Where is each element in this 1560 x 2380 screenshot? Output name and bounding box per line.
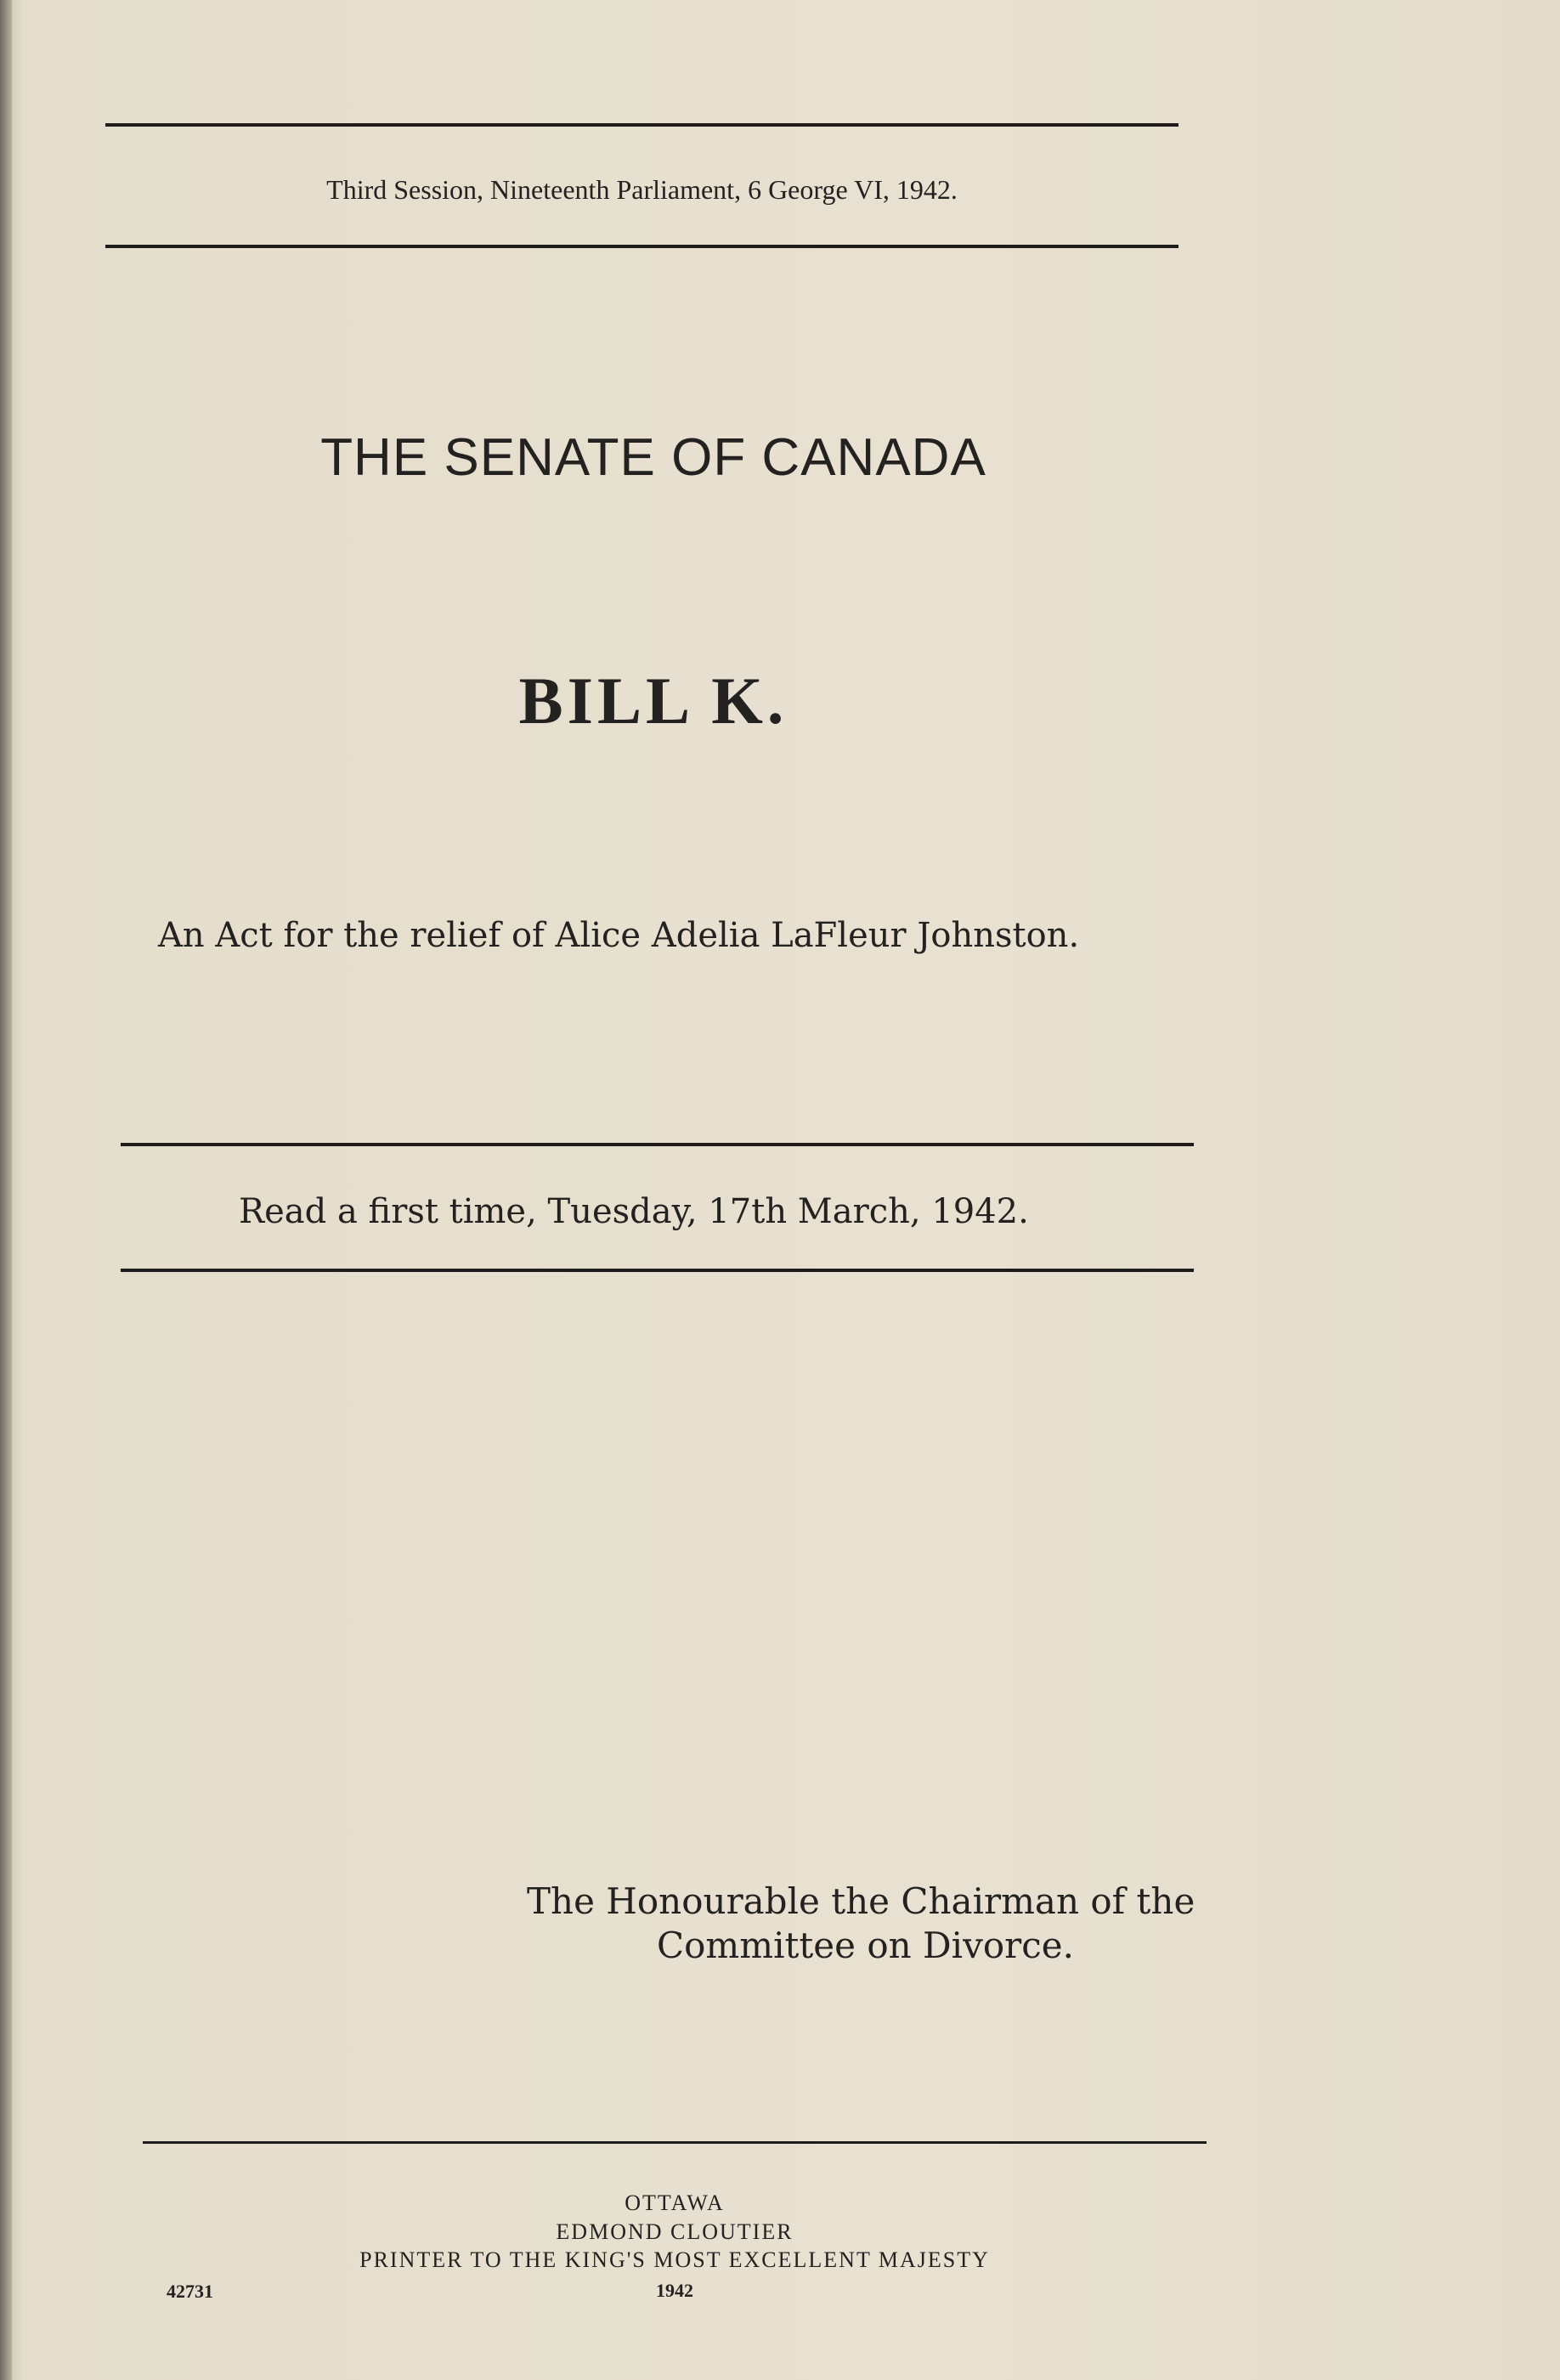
header-top-rule: [105, 123, 1178, 127]
imprint-number: 42731: [167, 2281, 213, 2302]
bleed-through-text: [280, 340, 287, 369]
reading-top-rule: [121, 1143, 1194, 1146]
imprint-printer: EDMOND CLOUTIER: [556, 2219, 794, 2244]
imprint-year: 1942: [656, 2280, 693, 2301]
imprint-city: OTTAWA: [625, 2191, 725, 2215]
bill-title: BILL K.: [518, 664, 788, 738]
reading-line: Read a first time, Tuesday, 17th March, 1942.: [239, 1192, 1029, 1231]
senate-title: THE SENATE OF CANADA: [320, 428, 986, 487]
header-bottom-rule: [105, 245, 1178, 248]
reading-bottom-rule: [121, 1269, 1194, 1272]
spine-shadow: [0, 0, 12, 2380]
sponsor-line-2: Committee on Divorce.: [657, 1925, 1074, 1966]
sponsor-line-1: The Honourable the Chairman of the: [527, 1880, 1195, 1922]
imprint-rule: [143, 2141, 1207, 2144]
act-description: An Act for the relief of Alice Adelia LaFleur Johnston.: [158, 916, 1080, 955]
imprint-printer-title: PRINTER TO THE KING'S MOST EXCELLENT MAJESTY: [359, 2247, 990, 2272]
session-line: Third Session, Nineteenth Parliament, 6 George VI, 1942.: [326, 174, 958, 205]
